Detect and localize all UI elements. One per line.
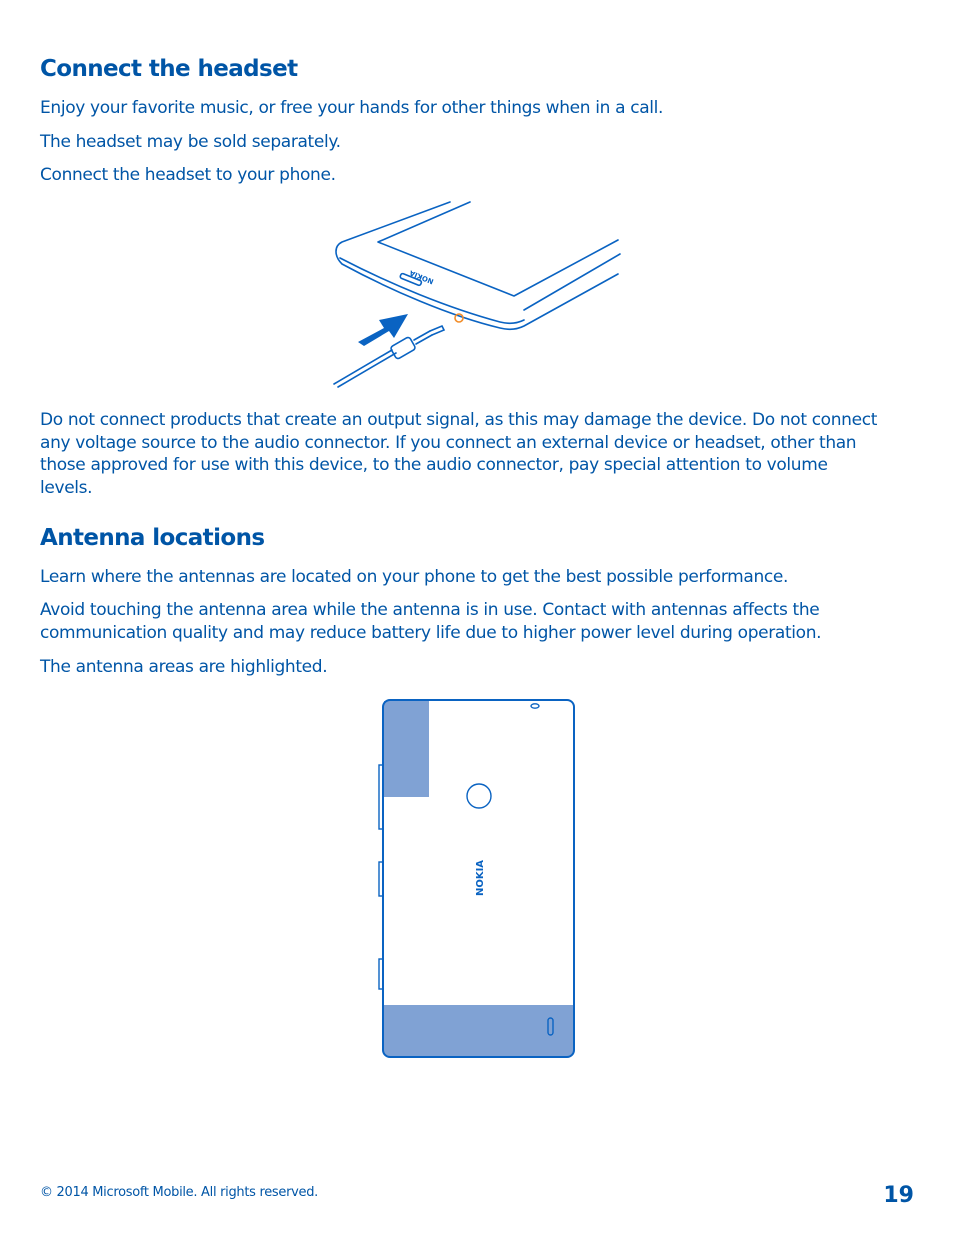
page-number: 19 (883, 1183, 914, 1208)
section-title-headset: Connect the headset (40, 56, 298, 82)
headset-connection-illustration (330, 198, 622, 390)
bottom-antenna-area (383, 1005, 574, 1057)
sold-separately-text: The headset may be sold separately. (40, 132, 341, 152)
warning-paragraph (40, 409, 920, 499)
antenna-intro-text: Learn where the antennas are located on your phone to get the best possible performance. (40, 567, 789, 587)
warning-line: levels. (40, 477, 93, 498)
volume-key (379, 765, 383, 829)
nokia-logo: NOKIA (475, 859, 486, 897)
antenna-warning-line: communication quality and may reduce battery life due to higher power level during operation. (40, 622, 822, 643)
intro-text: Enjoy your favorite music, or free your hands for other things when in a call. (40, 98, 664, 118)
antenna-warning-paragraph (40, 599, 920, 644)
antenna-highlight-text: The antenna areas are highlighted. (40, 657, 328, 677)
warning-line: any voltage source to the audio connector. If you connect an external device or headset, other than (40, 432, 857, 453)
phone-logo: NOKIA (408, 268, 435, 286)
phone-edge (340, 258, 524, 323)
antenna-warning-line: Avoid touching the antenna area while the antenna is in use. Contact with antennas affects the (40, 600, 820, 620)
camera-lens (467, 784, 491, 808)
headset-cable (334, 350, 392, 384)
phone-outline (336, 202, 618, 329)
top-antenna-area (384, 701, 429, 797)
connect-instruction-text: Connect the headset to your phone. (40, 165, 336, 185)
plug-body (390, 336, 416, 359)
power-key (379, 862, 383, 896)
flash (531, 704, 539, 708)
camera-key (379, 959, 383, 989)
warning-line: those approved for use with this device, to the audio connector, pay special attention to volume (40, 455, 828, 475)
copyright-footer: © 2014 Microsoft Mobile. All rights reserved. (40, 1185, 318, 1200)
phone-back-antenna-illustration (374, 696, 580, 1062)
section-title-antenna: Antenna locations (40, 525, 265, 551)
warning-line: Do not connect products that create an output signal, as this may damage the device. Do not connect (40, 410, 878, 430)
